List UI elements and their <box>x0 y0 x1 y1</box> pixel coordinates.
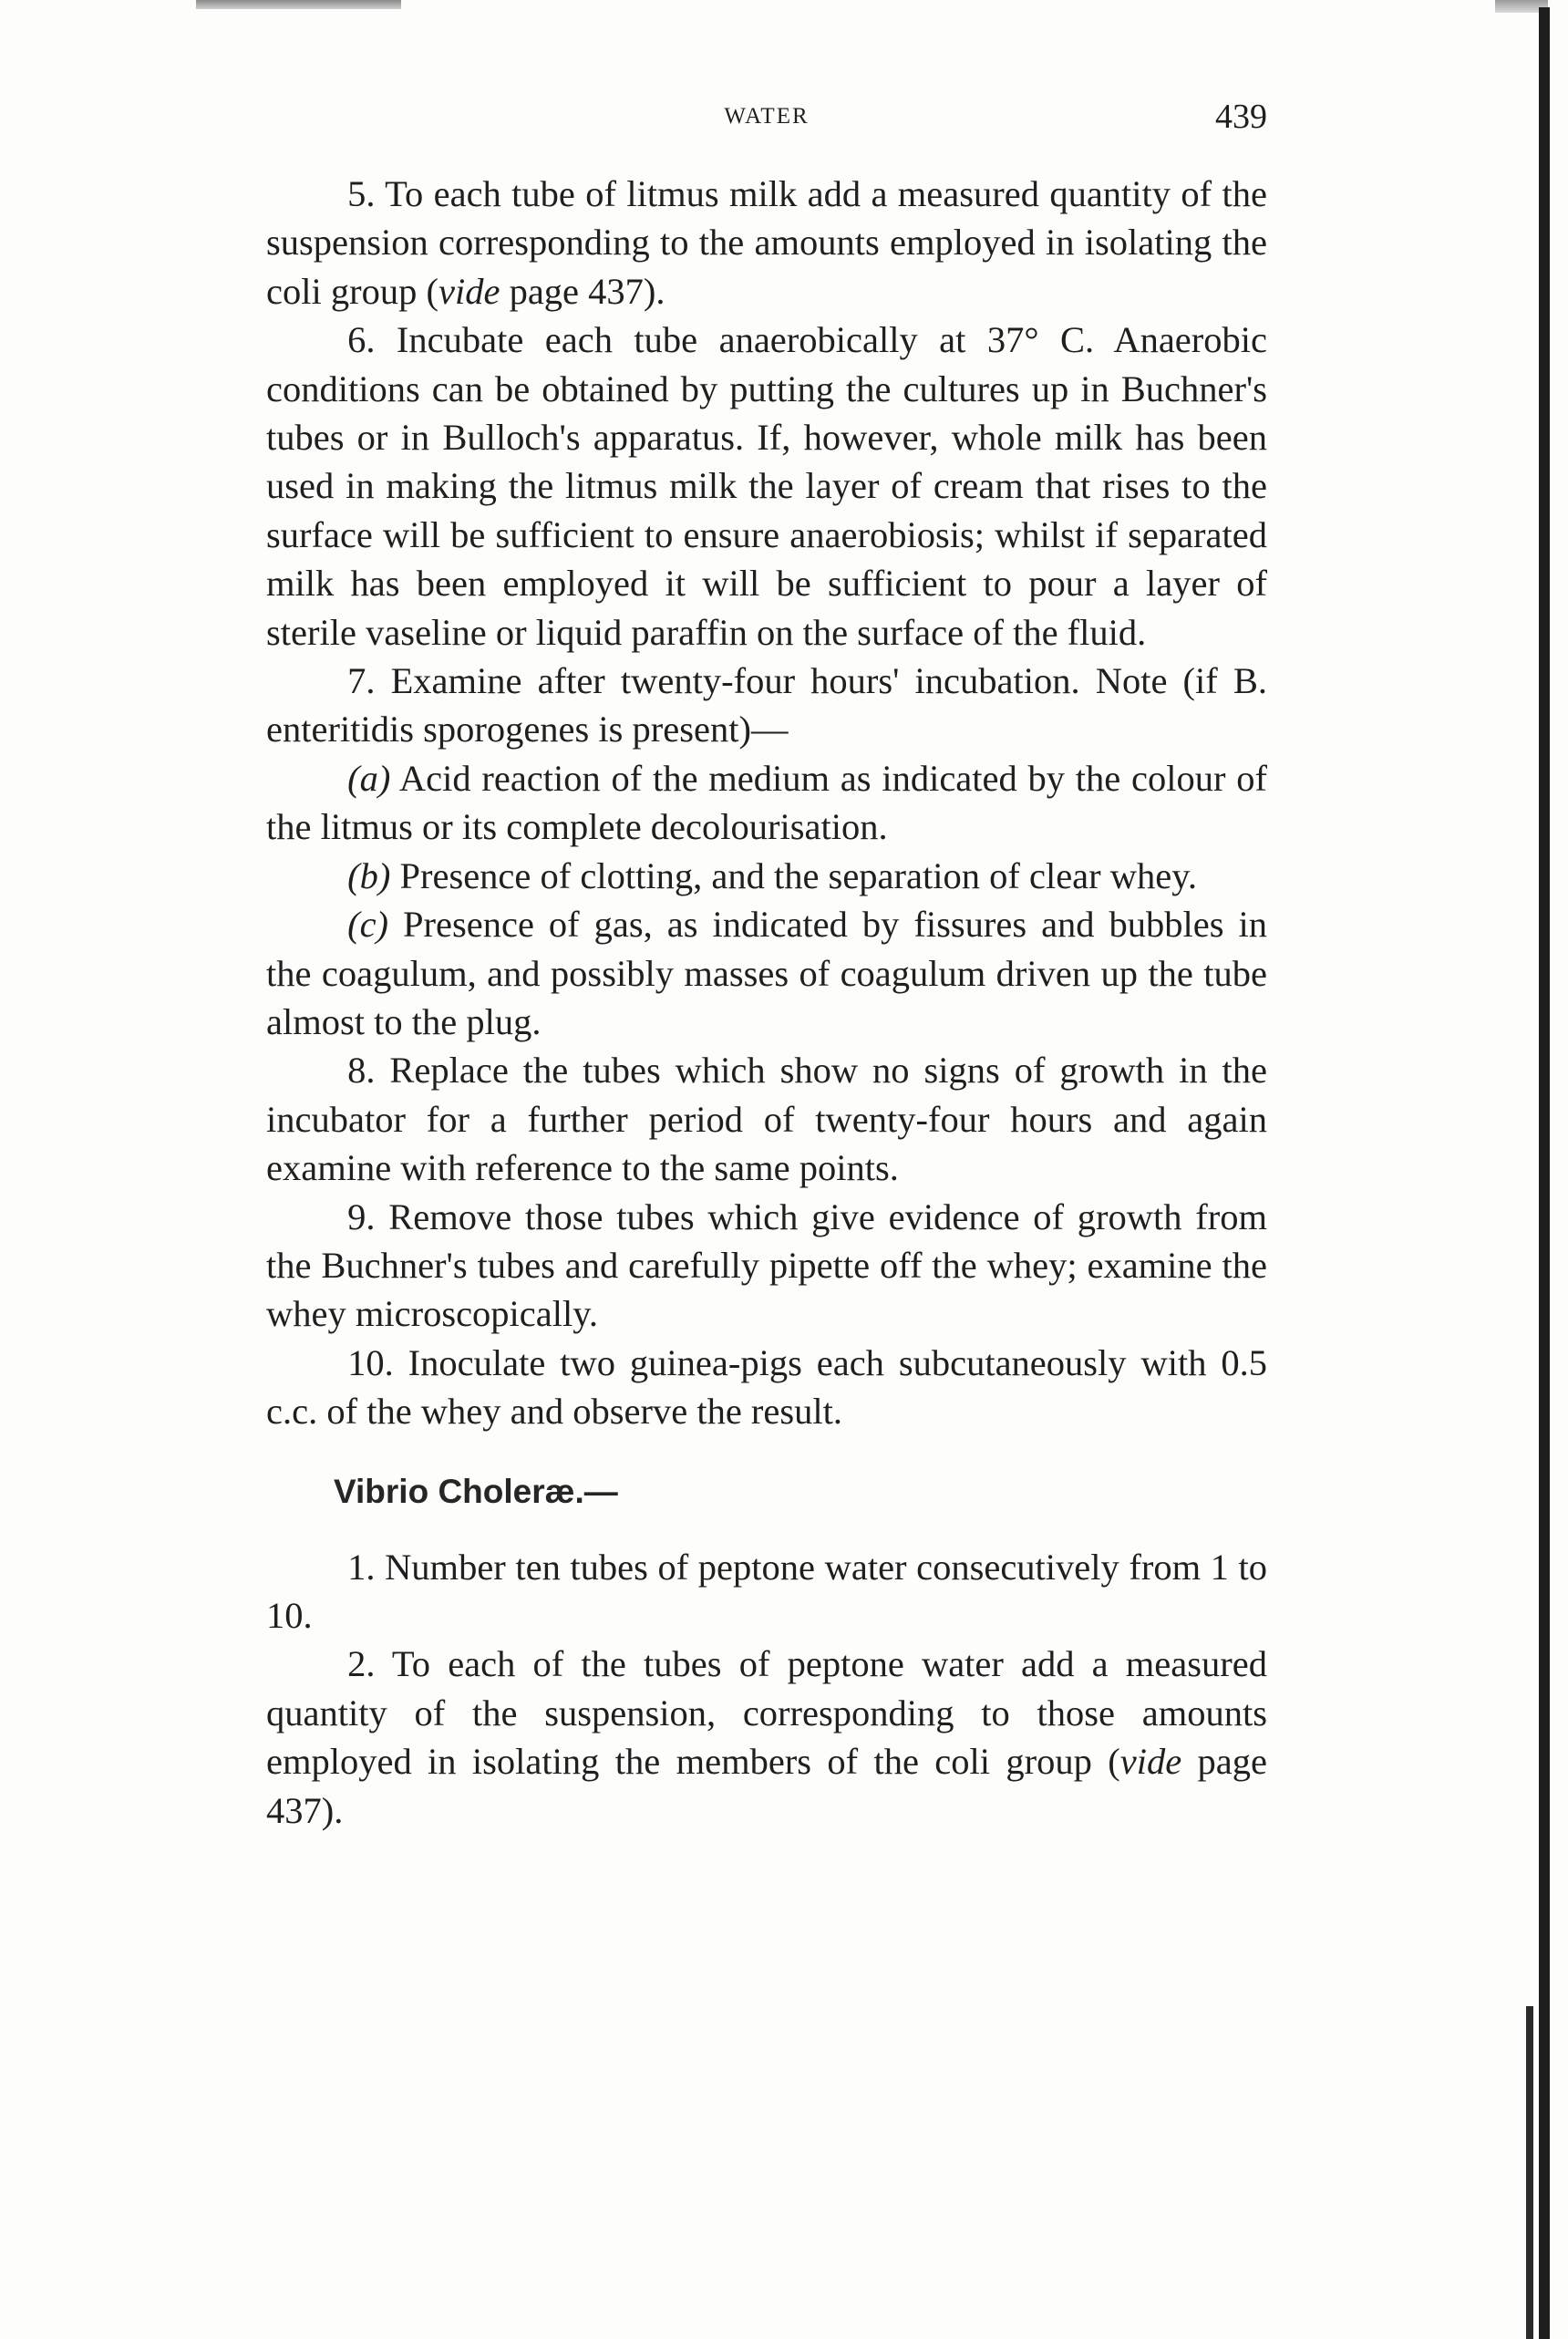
italic-word: vide <box>438 270 500 312</box>
italic-word: vide <box>1119 1741 1182 1783</box>
step-text: Incubate each tube anaerobically at 37° C. Anaerobic conditions can be obtained by putting the cultures up in Buchner's tubes or in Bulloch's apparatus. If, however, whole milk has been used in making the litmus milk the layer of cream that rises to the surface will be sufficient to ensure anaerobiosis; whilst if separated milk has been employed it will be sufficient to pour a layer of sterile vaseline or liquid paraffin on the surface of the fluid. <box>266 319 1268 653</box>
sub-item-label: (b) <box>347 854 391 896</box>
step-text: Remove those tubes which give evidence of growth from the Buchner's tubes and carefully pipette off the whey; examine the whey microscopically. <box>266 1195 1268 1335</box>
sub-item-c <box>266 900 1267 1046</box>
sub-item-label: (a) <box>347 757 391 799</box>
sub-item-b <box>266 852 1267 900</box>
running-head: WATER <box>724 104 810 129</box>
step-text: To each of the tubes of peptone water add a measured quantity of the suspension, corresponding to those amounts employed in isolating the members of the coli group ( <box>266 1643 1267 1783</box>
step-text: Inoculate two guinea-pigs each subcutaneously with 0.5 c.c. of the whey and observe the result. <box>266 1341 1267 1433</box>
page-body <box>266 170 1267 1835</box>
step-text: Replace the tubes which show no signs of growth in the incubator for a further period of twenty-four hours and again examine with reference to the same points. <box>266 1050 1267 1189</box>
step-number: 1. <box>347 1546 376 1588</box>
page-header <box>266 97 1267 151</box>
sub-item-text: Presence of gas, as indicated by fissures and bubbles in the coagulum, and possibly masses of coagulum driven up the tube almost to the plug. <box>266 904 1267 1042</box>
step-number: 6. <box>347 319 376 361</box>
step-8-paragraph <box>266 1046 1267 1192</box>
sub-item-a <box>266 754 1267 852</box>
scan-artifact-right-edge-lower <box>1526 2006 1533 2339</box>
sub-item-text: Presence of clotting, and the separation of clear whey. <box>399 854 1197 896</box>
scan-artifact-top-left <box>196 0 401 9</box>
scan-artifact-right-edge <box>1539 7 1550 2339</box>
step-9-paragraph <box>266 1193 1267 1339</box>
step-7-paragraph <box>266 657 1267 754</box>
cholera-step-1-paragraph <box>266 1543 1267 1640</box>
sub-item-text: Acid reaction of the medium as indicated by the colour of the litmus or its complete decolourisation. <box>266 757 1268 848</box>
step-text-end: page 437). <box>500 270 665 312</box>
step-text: Number ten tubes of peptone water consecutively from 1 to 10. <box>266 1546 1268 1636</box>
step-text: Examine after twenty-four hours' incubation. Note (if B. enteritidis sporogenes is present)— <box>266 660 1267 750</box>
page-number: 439 <box>1215 98 1267 136</box>
step-10-paragraph <box>266 1339 1267 1436</box>
step-number: 8. <box>347 1050 376 1092</box>
step-number: 9. <box>347 1195 376 1237</box>
step-number: 2. <box>347 1643 376 1685</box>
step-text: To each tube of litmus milk add a measured quantity of the suspension corresponding to the amounts employed in isolating the coli group ( <box>266 173 1267 312</box>
sub-item-label: (c) <box>347 904 389 946</box>
step-6-paragraph <box>266 316 1267 657</box>
step-5-paragraph <box>266 170 1267 316</box>
step-number: 10. <box>347 1341 394 1383</box>
cholera-step-2-paragraph <box>266 1640 1267 1835</box>
step-text-end: page 437). <box>266 1741 1267 1831</box>
step-number: 7. <box>347 660 376 702</box>
step-number: 5. <box>347 173 376 214</box>
section-heading: Vibrio Choleræ.— <box>334 1472 618 1510</box>
